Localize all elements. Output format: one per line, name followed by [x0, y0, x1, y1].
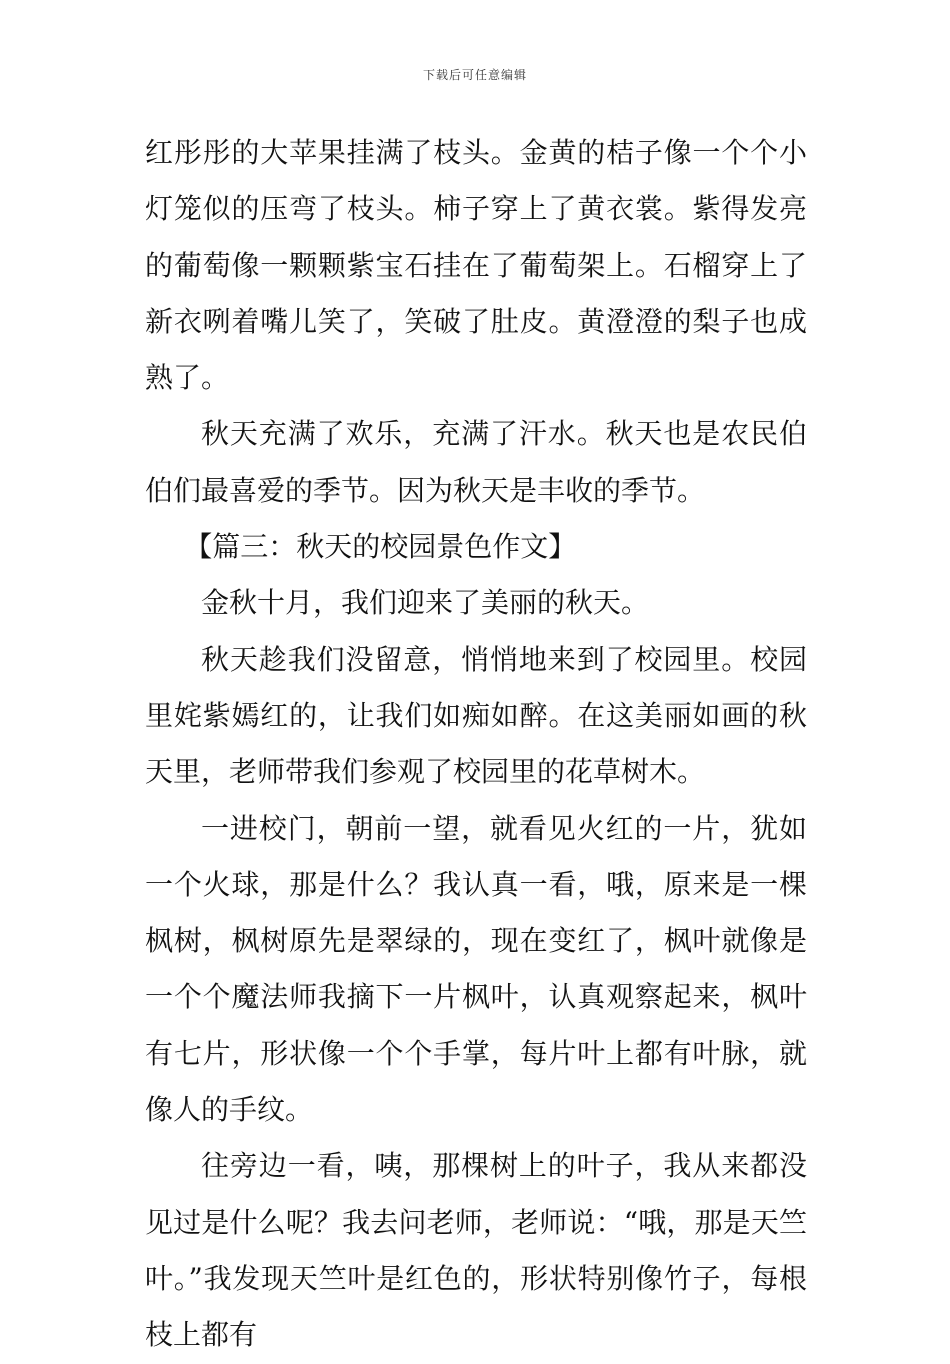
- header-note: 下载后可任意编辑: [422, 68, 527, 82]
- document-body: [145, 125, 807, 1364]
- paragraph-6: 往旁边一看，咦，那棵树上的叶子，我从来都没见过是什么呢？我去问老师，老师说：“哦，那是天竺叶。”我发现天竺叶是红色的，形状特别像竹子，每根枝上都有: [145, 1149, 807, 1352]
- paragraph-5: 一进校门，朝前一望，就看见火红的一片，犹如一个火球，那是什么？我认真一看，哦，原来是一棵枫树，枫树原先是翠绿的，现在变红了，枫叶就像是一个个魔法师我摘下一片枫叶，认真观察起来，枫叶有七片，形状像一个个手掌，每片叶上都有叶脉，就像人的手纹。: [145, 811, 807, 1127]
- section-heading: 【篇三：秋天的校园景色作文】: [184, 530, 577, 564]
- paragraph-1: 红彤彤的大苹果挂满了枝头。金黄的桔子像一个个小灯笼似的压弯了枝头。柿子穿上了黄衣裳。紫得发亮的葡萄像一颗颗紫宝石挂在了葡萄架上。石榴穿上了新衣咧着嘴儿笑了，笑破了肚皮。黄澄澄的梨子也成熟了。: [145, 136, 807, 395]
- paragraph-2: 秋天充满了欢乐，充满了汗水。秋天也是农民伯伯们最喜爱的季节。因为秋天是丰收的季节。: [145, 417, 807, 507]
- paragraph-3: 金秋十月，我们迎来了美丽的秋天。: [201, 586, 650, 620]
- paragraph-4: 秋天趁我们没留意，悄悄地来到了校园里。校园里姹紫嫣红的，让我们如痴如醉。在这美丽如画的秋天里，老师带我们参观了校园里的花草树木。: [145, 642, 807, 789]
